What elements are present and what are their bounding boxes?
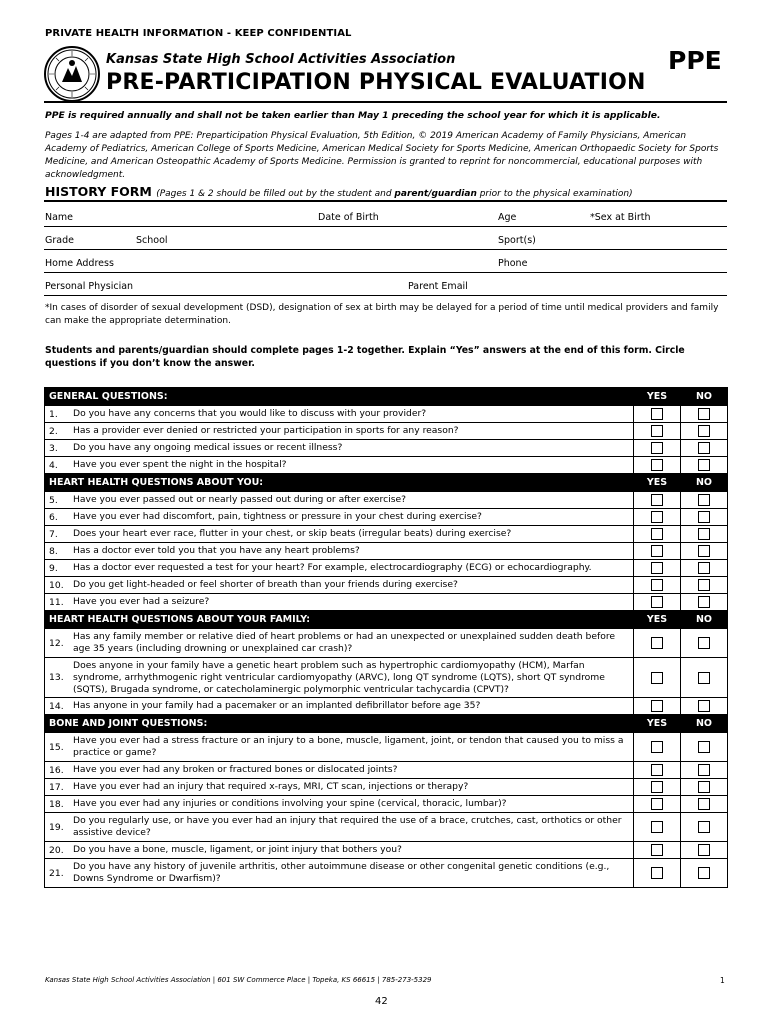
question-number: 1. [45,406,70,423]
no-checkbox[interactable] [698,459,710,471]
question-number: 12. [45,629,70,658]
question-number: 2. [45,423,70,440]
no-checkbox[interactable] [698,545,710,557]
question-row [45,406,728,423]
question-number: 19. [45,813,70,842]
yes-checkbox[interactable] [651,494,663,506]
yes-checkbox[interactable] [651,545,663,557]
no-column-header: NO [681,474,728,492]
yes-cell [634,629,681,658]
no-column-header: NO [681,715,728,733]
question-text: Do you have any concerns that you would like to discuss with your provider? [69,406,634,423]
question-number: 11. [45,594,70,611]
question-row [45,698,728,715]
yes-cell [634,543,681,560]
yes-checkbox[interactable] [651,867,663,879]
khsaa-seal-icon [44,46,100,102]
question-text: Have you ever passed out or nearly passed out during or after exercise? [69,492,634,509]
question-text: Has a doctor ever requested a test for your heart? For example, electrocardiography (ECG) or echocardiography. [69,560,634,577]
organization-name: Kansas State High School Activities Association [106,52,456,67]
history-title: HISTORY FORM [45,184,152,199]
ppe-badge: PPE [668,46,722,75]
question-text: Do you have any ongoing medical issues or recent illness? [69,440,634,457]
yes-checkbox[interactable] [651,821,663,833]
question-number: 4. [45,457,70,474]
yes-cell [634,594,681,611]
yes-checkbox[interactable] [651,764,663,776]
no-checkbox[interactable] [698,562,710,574]
yes-cell [634,698,681,715]
yes-cell [634,457,681,474]
question-text: Do you regularly use, or have you ever had an injury that required the use of a brace, crutches, cast, orthotics or other assistive device? [69,813,634,842]
no-cell [681,658,728,698]
footer-address: Kansas State High School Activities Association | 601 SW Commerce Place | Topeka, KS 66615 | 785-273-5329 [45,976,432,984]
yes-cell [634,796,681,813]
yes-column-header: YES [634,388,681,406]
question-row [45,813,728,842]
yes-cell [634,423,681,440]
school-label: School [136,235,168,246]
phone-label: Phone [498,258,528,269]
question-text: Has a doctor ever told you that you have any heart problems? [69,543,634,560]
no-cell [681,423,728,440]
name-field[interactable] [44,226,727,227]
no-cell [681,796,728,813]
physician-label: Personal Physician [45,281,134,292]
parent-email-label: Parent Email [408,281,468,292]
question-number: 8. [45,543,70,560]
address-field[interactable] [44,272,727,273]
section-header [45,611,728,629]
yes-cell [634,813,681,842]
question-row [45,543,728,560]
no-cell [681,440,728,457]
no-cell [681,492,728,509]
no-checkbox[interactable] [698,741,710,753]
question-row [45,779,728,796]
yes-checkbox[interactable] [651,844,663,856]
yes-cell [634,842,681,859]
question-row [45,733,728,762]
yes-cell [634,560,681,577]
no-cell [681,859,728,888]
yes-checkbox[interactable] [651,528,663,540]
no-checkbox[interactable] [698,528,710,540]
question-text: Do you have any history of juvenile arthritis, other autoimmune disease or other congenital genetic conditions (e.g., Downs Syndrome or Dwarfism)? [69,859,634,888]
no-column-header: NO [681,611,728,629]
question-row [45,577,728,594]
question-number: 17. [45,779,70,796]
question-text: Does anyone in your family have a genetic heart problem such as hypertrophic cardiomyopathy (HCM), Marfan syndrome, arrhythmogenic right ventricular cardiomyopathy (ARVC), long QT syndrome (LQTS), short QT syndrome (SQTS), Brugada syndrome, or catecholaminergic polymorphic ventricular tachycardia (CPVT)? [69,658,634,698]
yes-cell [634,859,681,888]
no-checkbox[interactable] [698,781,710,793]
grade-label: Grade [45,235,74,246]
yes-cell [634,733,681,762]
question-number: 18. [45,796,70,813]
sex-label: *Sex at Birth [590,212,651,223]
section-header [45,715,728,733]
age-label: Age [498,212,517,223]
question-row [45,859,728,888]
yes-cell [634,526,681,543]
sports-label: Sport(s) [498,235,536,246]
question-text: Have you ever had an injury that required x-rays, MRI, CT scan, injections or therapy? [69,779,634,796]
section-title: GENERAL QUESTIONS: [45,388,634,406]
no-cell [681,543,728,560]
question-text: Do you have a bone, muscle, ligament, or joint injury that bothers you? [69,842,634,859]
dsd-note: *In cases of disorder of sexual development (DSD), designation of sex at birth may be delayed for a period of time until medical providers and family can make the appropriate determination. [45,303,719,326]
question-row [45,658,728,698]
section-header [45,388,728,406]
yes-cell [634,779,681,796]
question-row [45,796,728,813]
yes-checkbox[interactable] [651,408,663,420]
yes-checkbox[interactable] [651,798,663,810]
yes-checkbox[interactable] [651,562,663,574]
question-text: Have you ever had a stress fracture or an injury to a bone, muscle, ligament, joint, or tendon that caused you to miss a practice or game? [69,733,634,762]
no-cell [681,526,728,543]
history-subtitle: (Pages 1 & 2 should be filled out by the student and parent/guardian prior to the physical examination) [156,189,633,199]
yes-cell [634,440,681,457]
question-row [45,440,728,457]
question-text: Does your heart ever race, flutter in your chest, or skip beats (irregular beats) during exercise? [69,526,634,543]
address-label: Home Address [45,258,114,269]
yes-checkbox[interactable] [651,741,663,753]
question-number: 16. [45,762,70,779]
no-cell [681,762,728,779]
grade-school-field[interactable] [44,249,727,250]
history-form-title [45,184,633,199]
yes-checkbox[interactable] [651,637,663,649]
confidential-banner: PRIVATE HEALTH INFORMATION - KEEP CONFIDENTIAL [45,28,352,39]
no-cell [681,577,728,594]
no-column-header: NO [681,388,728,406]
yes-checkbox[interactable] [651,672,663,684]
section-header [45,474,728,492]
no-checkbox[interactable] [698,579,710,591]
no-cell [681,733,728,762]
question-row [45,629,728,658]
question-number: 7. [45,526,70,543]
question-number: 21. [45,859,70,888]
question-row [45,457,728,474]
question-number: 10. [45,577,70,594]
question-text: Have you ever had a seizure? [69,594,634,611]
no-checkbox[interactable] [698,425,710,437]
instructions: Students and parents/guardian should complete pages 1-2 together. Explain “Yes” answers at the end of this form. Circle questions if you don’t know the answer. [45,345,685,369]
question-row [45,526,728,543]
yes-checkbox[interactable] [651,579,663,591]
no-checkbox[interactable] [698,442,710,454]
no-checkbox[interactable] [698,494,710,506]
question-text: Has any family member or relative died of heart problems or had an unexpected or unexplained sudden death before age 35 years (including drowning or unexplained car crash)? [69,629,634,658]
no-checkbox[interactable] [698,511,710,523]
header-divider [44,101,727,103]
no-checkbox[interactable] [698,764,710,776]
yes-checkbox[interactable] [651,459,663,471]
question-row [45,492,728,509]
no-checkbox[interactable] [698,408,710,420]
document-page-number: 42 [375,996,388,1007]
question-row [45,509,728,526]
page-number: 1 [720,976,725,985]
yes-cell [634,406,681,423]
annual-note: PPE is required annually and shall not be taken earlier than May 1 preceding the school year for which it is applicable. [45,110,661,121]
yes-checkbox[interactable] [651,511,663,523]
no-checkbox[interactable] [698,637,710,649]
question-row [45,560,728,577]
questions-table [44,387,728,888]
yes-checkbox[interactable] [651,781,663,793]
question-text: Have you ever had any injuries or conditions involving your spine (cervical, thoracic, lumbar)? [69,796,634,813]
yes-cell [634,577,681,594]
no-cell [681,457,728,474]
question-text: Have you ever had discomfort, pain, tightness or pressure in your chest during exercise? [69,509,634,526]
yes-checkbox[interactable] [651,442,663,454]
no-cell [681,813,728,842]
question-text: Have you ever had any broken or fractured bones or dislocated joints? [69,762,634,779]
adapted-note: Pages 1-4 are adapted from PPE: Preparticipation Physical Evaluation, 5th Edition, © 2019 American Academy of Family Physicians, American Academy of Pediatrics, American College of Sports Medicine, American Medical Society for Sports Medicine, American Orthopaedic Society for Sports Medicine, and American Osteopathic Academy of Sports Medicine. Permission is granted to reprint for noncommercial, educational purposes with acknowledgment. [45,131,719,180]
page-title: PRE-PARTICIPATION PHYSICAL EVALUATION [106,70,646,95]
question-row [45,842,728,859]
yes-column-header: YES [634,715,681,733]
no-cell [681,779,728,796]
no-checkbox[interactable] [698,798,710,810]
section-title: HEART HEALTH QUESTIONS ABOUT YOUR FAMILY: [45,611,634,629]
no-checkbox[interactable] [698,867,710,879]
no-checkbox[interactable] [698,700,710,712]
question-number: 6. [45,509,70,526]
dob-label: Date of Birth [318,212,379,223]
no-cell [681,842,728,859]
section-title: HEART HEALTH QUESTIONS ABOUT YOU: [45,474,634,492]
no-cell [681,629,728,658]
yes-cell [634,492,681,509]
yes-checkbox[interactable] [651,596,663,608]
yes-cell [634,762,681,779]
question-number: 3. [45,440,70,457]
question-number: 15. [45,733,70,762]
question-number: 14. [45,698,70,715]
no-cell [681,406,728,423]
yes-column-header: YES [634,611,681,629]
physician-field[interactable] [44,295,727,296]
yes-checkbox[interactable] [651,700,663,712]
name-label: Name [45,212,74,223]
question-number: 9. [45,560,70,577]
no-cell [681,509,728,526]
yes-checkbox[interactable] [651,425,663,437]
no-cell [681,560,728,577]
question-row [45,594,728,611]
yes-cell [634,658,681,698]
no-checkbox[interactable] [698,596,710,608]
section-title: BONE AND JOINT QUESTIONS: [45,715,634,733]
question-number: 5. [45,492,70,509]
question-text: Has anyone in your family had a pacemaker or an implanted defibrillator before age 35? [69,698,634,715]
no-cell [681,594,728,611]
no-checkbox[interactable] [698,821,710,833]
question-text: Has a provider ever denied or restricted your participation in sports for any reason? [69,423,634,440]
question-number: 20. [45,842,70,859]
question-row [45,762,728,779]
no-cell [681,698,728,715]
question-text: Have you ever spent the night in the hospital? [69,457,634,474]
question-row [45,423,728,440]
question-number: 13. [45,658,70,698]
history-divider [44,200,727,202]
yes-cell [634,509,681,526]
no-checkbox[interactable] [698,672,710,684]
question-text: Do you get light-headed or feel shorter of breath than your friends during exercise? [69,577,634,594]
yes-column-header: YES [634,474,681,492]
no-checkbox[interactable] [698,844,710,856]
